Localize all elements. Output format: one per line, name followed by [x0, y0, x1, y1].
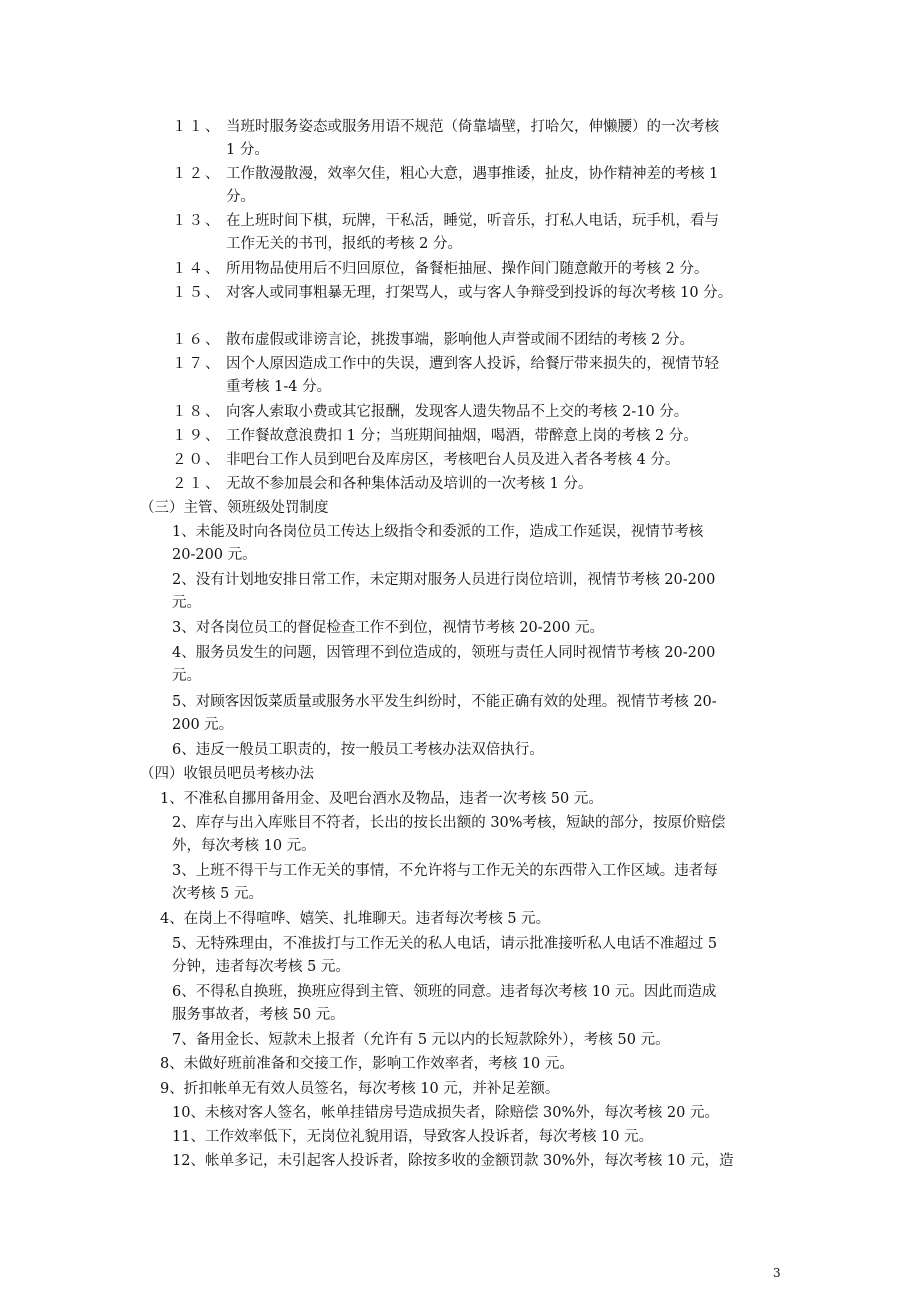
- section-four-item: 4、在岗上不得喧哗、嬉笑、扎堆聊天。违者每次考核 5 元。: [160, 911, 551, 927]
- section-heading-three: （三）主管、领班级处罚制度: [140, 500, 329, 516]
- item-number: １４、: [172, 261, 222, 277]
- section-three-item: 6、违反一般员工职责的，按一般员工考核办法双倍执行。: [172, 742, 544, 758]
- item-text-continued: 1 分。: [226, 142, 269, 158]
- section-four-item-continued: 次考核 5 元。: [172, 886, 263, 902]
- section-four-item-continued: 分钟，违者每次考核 5 元。: [172, 959, 350, 975]
- section-four-item-continued: 外，每次考核 10 元。: [172, 838, 316, 854]
- item-number: １８、: [172, 404, 222, 420]
- section-three-item: 1、未能及时向各岗位员工传达上级指令和委派的工作，造成工作延误，视情节考核: [172, 524, 704, 540]
- item-number: １３、: [172, 213, 222, 229]
- item-number: １２、: [172, 166, 222, 182]
- section-three-item-continued: 元。: [172, 595, 201, 611]
- section-four-item: 3、上班不得干与工作无关的事情，不允许将与工作无关的东西带入工作区域。违者每: [172, 863, 718, 879]
- section-three-item-continued: 20-200 元。: [172, 547, 257, 563]
- item-text: 因个人原因造成工作中的失误，遭到客人投诉，给餐厅带来损失的，视情节轻: [226, 356, 719, 372]
- section-three-item: 3、对各岗位员工的督促检查工作不到位，视情节考核 20-200 元。: [172, 620, 604, 636]
- item-text: 无故不参加晨会和各种集体活动及培训的一次考核 1 分。: [226, 476, 593, 492]
- section-four-item-continued: 服务事故者，考核 50 元。: [172, 1007, 345, 1023]
- item-text: 对客人或同事粗暴无理，打架骂人，或与客人争辩受到投诉的每次考核 10 分。: [226, 285, 733, 301]
- section-four-item: 8、未做好班前准备和交接工作，影响工作效率者，考核 10 元。: [160, 1056, 574, 1072]
- item-number: ２０、: [172, 452, 222, 468]
- section-four-item: 10、未核对客人签名，帐单挂错房号造成损失者，除赔偿 30%外，每次考核 20 元。: [172, 1105, 719, 1121]
- item-number: １１、: [172, 119, 222, 135]
- section-four-item: 6、不得私自换班，换班应得到主管、领班的同意。违者每次考核 10 元。因此而造成: [172, 984, 717, 1000]
- section-four-item: 11、工作效率低下，无岗位礼貌用语，导致客人投诉者，每次考核 10 元。: [172, 1129, 654, 1145]
- section-four-item: 9、折扣帐单无有效人员签名，每次考核 10 元，并补足差额。: [160, 1081, 560, 1097]
- section-three-item-continued: 元。: [172, 668, 201, 684]
- item-number: １６、: [172, 332, 222, 348]
- item-text: 在上班时间下棋，玩牌，干私活，睡觉，听音乐，打私人电话，玩手机，看与: [226, 213, 719, 229]
- item-text: 非吧台工作人员到吧台及库房区，考核吧台人员及进入者各考核 4 分。: [226, 452, 680, 468]
- item-text: 工作餐故意浪费扣 1 分；当班期间抽烟，喝酒，带醉意上岗的考核 2 分。: [226, 428, 698, 444]
- section-three-item: 2、没有计划地安排日常工作，未定期对服务人员进行岗位培训，视情节考核 20-200: [172, 572, 716, 588]
- section-four-item: 7、备用金长、短款未上报者（允许有 5 元以内的长短款除外），考核 50 元。: [172, 1032, 670, 1048]
- item-text: 当班时服务姿态或服务用语不规范（倚靠墙壁，打哈欠，伸懒腰）的一次考核: [226, 119, 719, 135]
- item-text: 工作散漫散漫，效率欠佳，粗心大意，遇事推诿，扯皮，协作精神差的考核 1: [226, 166, 719, 182]
- page-number: 3: [773, 1266, 781, 1280]
- section-four-item: 2、库存与出入库账目不符者，长出的按长出额的 30%考核，短缺的部分，按原价赔偿: [172, 815, 726, 831]
- item-text-continued: 分。: [226, 189, 255, 205]
- item-text-continued: 工作无关的书刊，报纸的考核 2 分。: [226, 236, 462, 252]
- item-number: １７、: [172, 356, 222, 372]
- item-number: １９、: [172, 428, 222, 444]
- item-number: ２１、: [172, 476, 222, 492]
- item-text: 所用物品使用后不归回原位，备餐柜抽屉、操作间门随意敞开的考核 2 分。: [226, 261, 709, 277]
- section-four-item: 1、不准私自挪用备用金、及吧台酒水及物品，违者一次考核 50 元。: [160, 791, 603, 807]
- item-text-continued: 重考核 1-4 分。: [226, 379, 332, 395]
- item-text: 向客人索取小费或其它报酬，发现客人遗失物品不上交的考核 2-10 分。: [226, 404, 689, 420]
- section-three-item: 4、服务员发生的问题，因管理不到位造成的，领班与责任人同时视情节考核 20-200: [172, 645, 716, 661]
- section-three-item-continued: 200 元。: [172, 717, 234, 733]
- section-four-item: 12、帐单多记，未引起客人投诉者，除按多收的金额罚款 30%外，每次考核 10 元，造: [172, 1153, 734, 1169]
- section-heading-four: （四）收银员吧员考核办法: [140, 766, 314, 782]
- item-number: １５、: [172, 285, 222, 301]
- section-four-item: 5、无特殊理由，不准拔打与工作无关的私人电话，请示批准接听私人电话不准超过 5: [172, 936, 718, 952]
- item-text: 散布虚假或诽谤言论，挑拨事端，影响他人声誉或闹不团结的考核 2 分。: [226, 332, 694, 348]
- section-three-item: 5、对顾客因饭菜质量或服务水平发生纠纷时，不能正确有效的处理。视情节考核 20-: [172, 694, 717, 710]
